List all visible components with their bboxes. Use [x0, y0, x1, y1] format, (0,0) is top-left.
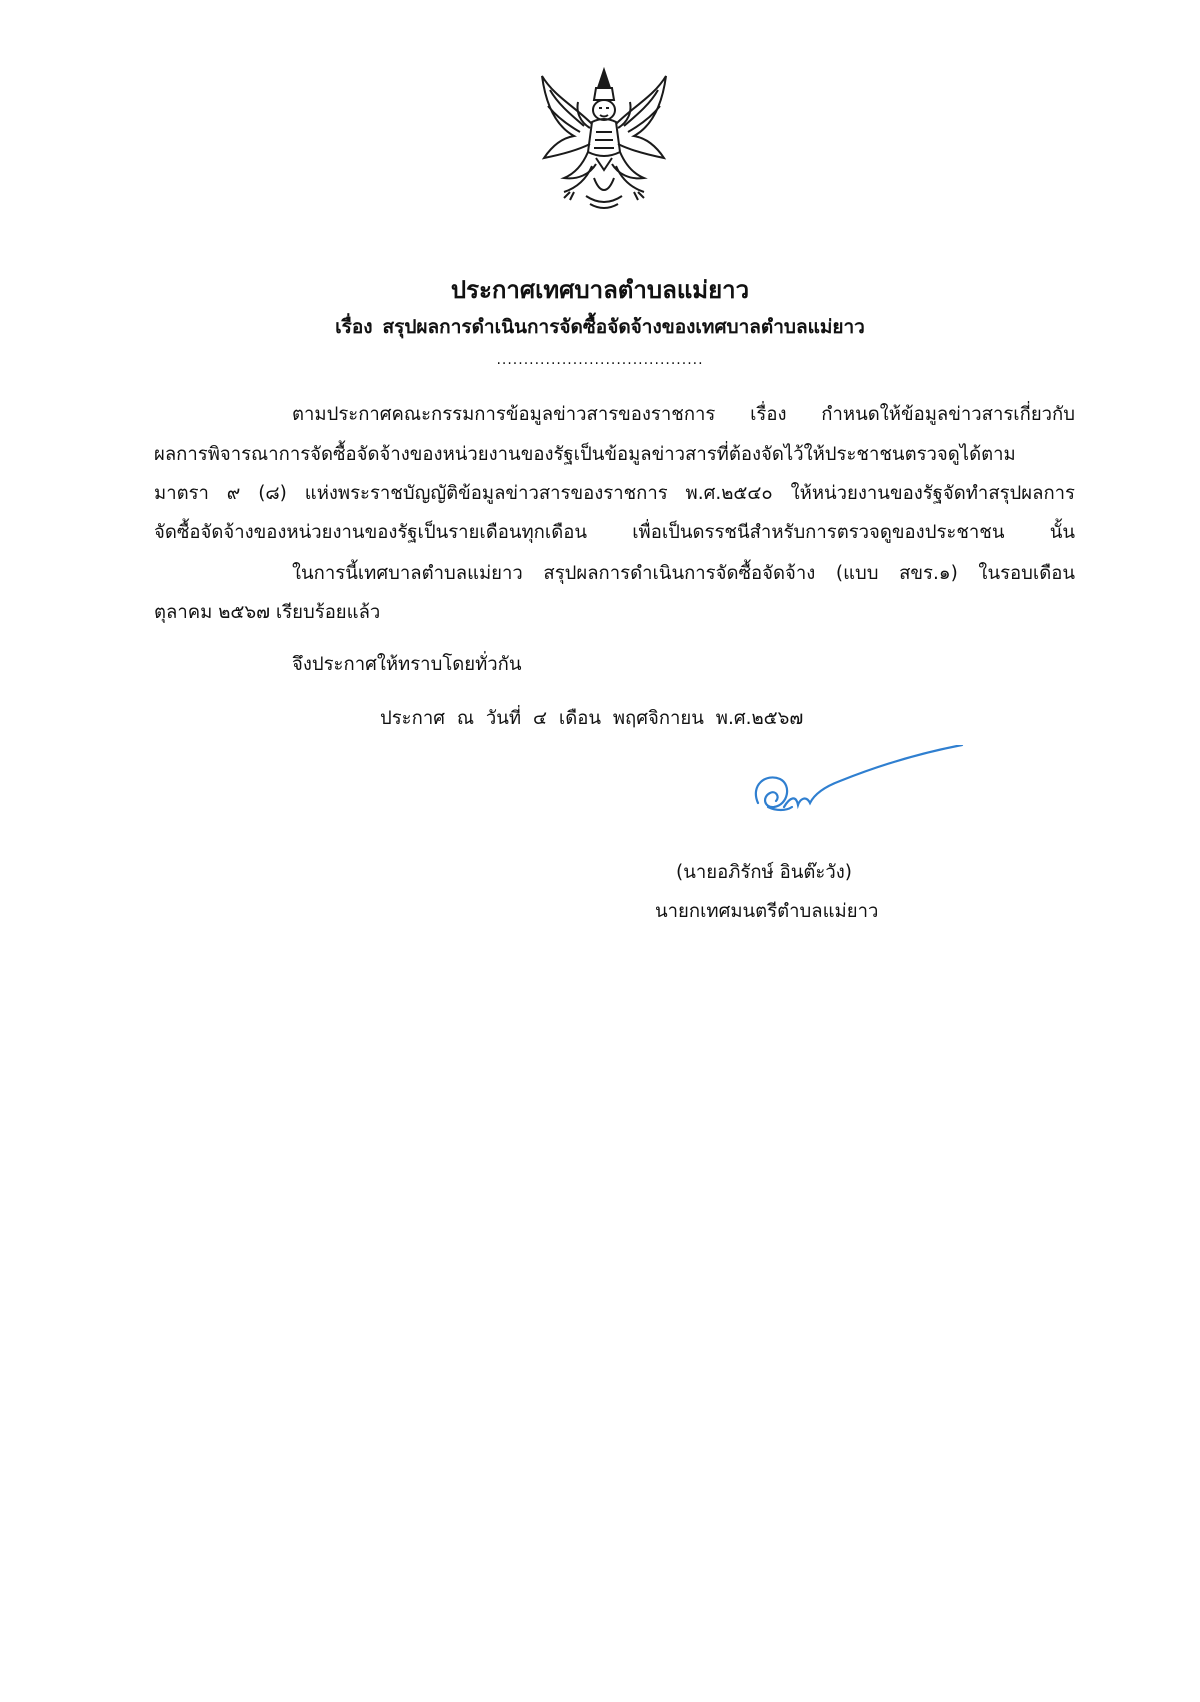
- subject-label: เรื่อง: [335, 316, 373, 338]
- announcement-title: ประกาศเทศบาลตำบลแม่ยาว: [450, 276, 750, 304]
- dotted-separator: ......................................: [496, 352, 704, 368]
- paragraph-1-line-3: มาตรา ๙ (๘) แห่งพระราชบัญญัติข้อมูลข่าวสารของราชการ พ.ศ.๒๕๔๐ ให้หน่วยงานของรัฐจัดทำสรุปผลการ: [154, 483, 1075, 504]
- paragraph-2-line-1: ในการนี้เทศบาลตำบลแม่ยาว สรุปผลการดำเนินการจัดซื้อจัดจ้าง (แบบ สขร.๑) ในรอบเดือน: [292, 563, 1075, 584]
- subject-text: สรุปผลการดำเนินการจัดซื้อจัดจ้างของเทศบาลตำบลแม่ยาว: [382, 316, 865, 338]
- signer-position: นายกเทศมนตรีตำบลแม่ยาว: [655, 901, 879, 922]
- closing-statement: จึงประกาศให้ทราบโดยทั่วกัน: [292, 654, 522, 675]
- handwritten-signature-icon: [740, 745, 980, 835]
- paragraph-1-line-1: ตามประกาศคณะกรรมการข้อมูลข่าวสารของราชการ เรื่อง กำหนดให้ข้อมูลข่าวสารเกี่ยวกับ: [292, 404, 1075, 425]
- paragraph-1-line-4: จัดซื้อจัดจ้างของหน่วยงานของรัฐเป็นรายเดือนทุกเดือน เพื่อเป็นดรรชนีสำหรับการตรวจดูของประชาชน นั้น: [154, 522, 1075, 543]
- paragraph-1-line-2: ผลการพิจารณาการจัดซื้อจัดจ้างของหน่วยงานของรัฐเป็นข้อมูลข่าวสารที่ต้องจัดไว้ให้ประชาชนตรวจดูได้ตาม: [154, 444, 1016, 465]
- announcement-date: ประกาศ ณ วันที่ ๔ เดือน พฤศจิกายน พ.ศ.๒๕๖๗: [380, 708, 804, 729]
- garuda-emblem-icon: [534, 66, 674, 212]
- announcement-subject: [0, 312, 1200, 342]
- paragraph-2-line-2: ตุลาคม ๒๕๖๗ เรียบร้อยแล้ว: [154, 602, 381, 623]
- signer-name: (นายอภิรักษ์ อินต๊ะวัง): [676, 862, 852, 883]
